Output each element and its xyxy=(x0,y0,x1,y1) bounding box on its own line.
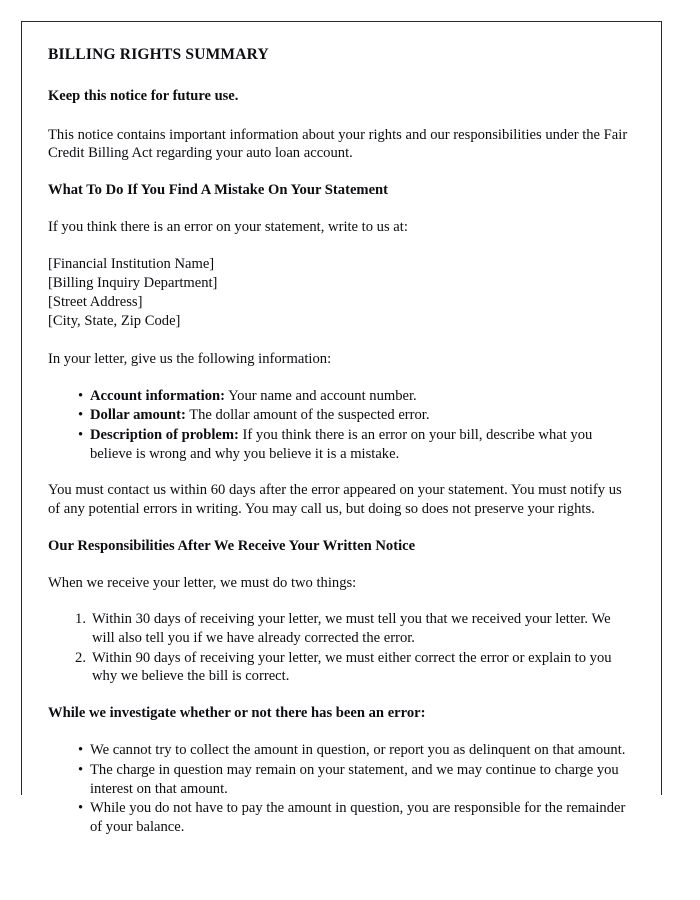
heading-while-we-investigate: While we investigate whether or not there has been an error: xyxy=(48,705,426,722)
heading-what-to-do: What To Do If You Find A Mistake On Your Statement xyxy=(48,182,389,199)
document-body xyxy=(22,22,661,837)
letter-contents-intro: In your letter, give us the following information: xyxy=(48,350,332,367)
list-item-text: The dollar amount of the suspected error. xyxy=(185,407,430,424)
list-item-lead-in: Description of problem: xyxy=(90,426,239,443)
letter-information-list xyxy=(48,387,635,464)
list-item-text: Your name and account number. xyxy=(224,387,417,404)
write-to-us-text: If you think there is an error on your statement, write to us at: xyxy=(48,219,408,236)
list-item: • While you do not have to pay the amount in question, you are responsible for the remainder of your balance. xyxy=(48,799,635,836)
keep-notice-text: Keep this notice for future use. xyxy=(48,87,239,104)
list-item: Within 30 days of receiving your letter, we must tell you that we received your letter. We will also tell you if we have already corrected the error. xyxy=(92,611,611,647)
contact-deadline-paragraph: You must contact us within 60 days after the error appeared on your statement. You must notify us of any potential errors in writing. You may call us, but doing so does not preserve your rights. xyxy=(48,482,622,517)
list-item xyxy=(48,426,635,463)
address-line: [Street Address] xyxy=(48,293,143,310)
list-item: • We cannot try to collect the amount in question, or report you as delinquent on that amount. xyxy=(48,741,635,760)
intro-paragraph: This notice contains important information about your rights and our responsibilities under the Fair Credit Billing Act regarding your auto loan account. xyxy=(48,126,628,162)
list-item-text: If you think there is an error on your bill, describe what you believe is wrong and why you believe it is a mistake. xyxy=(90,426,593,462)
page-title: BILLING RIGHTS SUMMARY xyxy=(48,46,269,63)
document-page xyxy=(21,21,662,836)
mailing-address-block xyxy=(48,255,635,331)
responsibilities-intro: When we receive your letter, we must do two things: xyxy=(48,574,357,591)
list-item-lead-in: Account information: xyxy=(90,387,225,404)
list-item: Within 90 days of receiving your letter, we must either correct the error or explain to you why we believe the bill is correct. xyxy=(92,649,612,685)
list-item: • The charge in question may remain on your statement, and we may continue to charge you interest on that amount. xyxy=(48,761,635,798)
heading-our-responsibilities: Our Responsibilities After We Receive Your Written Notice xyxy=(48,537,416,554)
list-item xyxy=(48,387,635,406)
responsibilities-list xyxy=(48,610,635,686)
address-line: [City, State, Zip Code] xyxy=(48,312,181,329)
address-line: [Financial Institution Name] xyxy=(48,255,215,272)
investigation-list xyxy=(48,741,635,836)
list-item-lead-in: Dollar amount: xyxy=(90,407,186,424)
list-item xyxy=(48,406,635,425)
address-line: [Billing Inquiry Department] xyxy=(48,274,218,291)
